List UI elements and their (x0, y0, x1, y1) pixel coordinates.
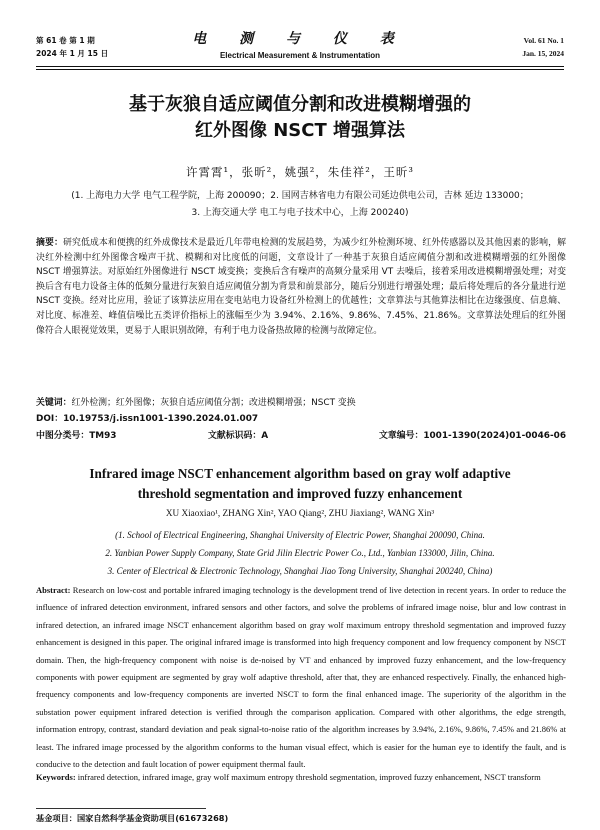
affiliation-en-line2: 2. Yanbian Power Supply Company, State Grid Jilin Electric Power Co., Ltd., Yanbian 133000, Jilin, China. (105, 548, 495, 558)
journal-masthead (0, 28, 600, 60)
date-cn: 2024 年 1 月 15 日 (36, 49, 109, 58)
funding-footnote: 基金项目：国家自然科学基金资助项目(61673268) (36, 813, 229, 823)
title-en-line2: threshold segmentation and improved fuzzy enhancement (137, 486, 463, 501)
keywords-cn (36, 396, 566, 411)
title-en (0, 464, 600, 504)
affiliations-cn (0, 188, 600, 222)
abstract-en-label: Abstract: (36, 585, 71, 595)
journal-name-cn: 电 测 与 仪 表 (192, 31, 408, 47)
classification-row (36, 428, 566, 441)
authors-cn: 许霄霄¹，张昕²，姚强²，朱佳祥²，王昕³ (185, 165, 415, 179)
article-number: 文章编号：1001-1390(2024)01-0046-06 (378, 431, 566, 441)
title-cn-line1: 基于灰狼自适应阈值分割和改进模糊增强的 (129, 94, 471, 115)
affiliation-cn-line2: 3. 上海交通大学 电工与电子技术中心，上海 200240) (191, 208, 409, 218)
affiliation-en-line1: (1. School of Electrical Engineering, Shanghai University of Electric Power, Shanghai 200090, China. (115, 530, 485, 540)
volume-cn: 第 61 卷 第 1 期 (36, 36, 95, 45)
date-en: Jan. 15, 2024 (522, 49, 564, 58)
abstract-cn-label: 摘要： (36, 238, 63, 248)
header-rule-thin (36, 69, 564, 70)
affiliation-en-line3: 3. Center of Electrical & Electronic Technology, Shanghai Jiao Tong University, Shanghai 200240, China) (107, 566, 493, 576)
keywords-en-label: Keywords: (36, 772, 76, 782)
abstract-cn-text: 研究低成本和便携的红外成像技术是最近几年带电检测的发展趋势，为减少红外检测环境、红外传感器以及其他因素的影响，解决红外检测中红外图像含噪声干扰、模糊和对比度低的问题，文章设计了一种基于灰狼自适应阈值分割和改进模糊增强的红外图像 NSCT 增强算法。对原始红外图像进行 NSCT 域变换；变换后含有噪声的高频分量采用 VT 去噪后，接着采用改进模糊增强处理；对变换后含有电力设备主体的低频分量进行灰狼自适应阈值分割为背景和前景部分，随后分别进行增强处理；最后将处理后的各分量进行逆 NSCT 变换。经对比应用，验证了该算法应用在变电站电力设备红外检测上的优越性；文章算法与其他算法相比在边缘强度、信息熵、对比度、标准差、峰值信噪比五类评价指标上的涨幅至少为 3.94%、2.16%、9.86%、7.45%、21.86%。文章算法处理后的红外图像符合人眼视觉效果，更易于人眼识别故障，有利于电力设备热故障的检测与故障定位。 (36, 238, 567, 336)
keywords-cn-label: 关键词： (36, 398, 72, 408)
abstract-cn (36, 236, 566, 338)
affiliations-en (0, 526, 600, 580)
document-code: 文献标识码：A (208, 431, 269, 441)
title-cn (0, 92, 600, 144)
abstract-en-text: Research on low-cost and portable infrared imaging technology is the development trend of live detection in recent years. In order to reduce the influence of infrared detection environment, infrared sensors and other factors, and solve the problems of infrared image noise, blur and low contrast in infrared detection, an infrared image NSCT enhancement algorithm based on gray wolf maximum entropy threshold segmentation and improved fuzzy enhancement is designed in this paper. The original infrared image is transformed into high frequency component and low frequency component by NSCT domain. Then, the high-frequency component with noise is de-noised by VT and enhanced by improved fuzzy enhancement, and the low-frequency components with power equipment are segmented by gray wolf adaptive threshold, after that, they are enhanced respectively. Finally, the enhanced high-frequency components and low-frequency components are inverted NSCT to form the final enhanced image. The superiority of the algorithm in the substation power equipment infrared detection is verified through the comparison application. Compared with other algorithms, the edge strength, information entropy, contrast, standard deviation and peak signal-to-noise ratio of the algorithm increases by 3.94%, 2.16%, 9.86%, 7.45% and 21.86% at least. The infrared image processed by the algorithm conforms to the human visual effect, which is easier for the human eye to identify the fault, and is conducive to the detection and fault location of power equipment thermal fault. (36, 585, 566, 770)
header-rule-thick (36, 66, 564, 67)
volume-en: Vol. 61 No. 1 (523, 36, 564, 45)
keywords-en (36, 769, 566, 786)
affiliation-cn-line1: (1. 上海电力大学 电气工程学院，上海 200090；2. 国网吉林省电力有限公司延边供电公司，吉林 延边 133000； (71, 191, 529, 201)
authors-en: XU Xiaoxiao¹, ZHANG Xin², YAO Qiang², ZHU Jiaxiang², WANG Xin³ (165, 508, 435, 518)
footnote-rule (36, 808, 206, 809)
header-volume-en (522, 34, 564, 60)
title-cn-line2: 红外图像 NSCT 增强算法 (194, 120, 406, 141)
clc-number: 中图分类号：TM93 (36, 431, 117, 441)
keywords-en-text: infrared detection, infrared image, gray wolf maximum entropy threshold segmentation, improved fuzzy enhancement, NSCT transform (75, 772, 541, 782)
doi: DOI：10.19753/j.issn1001-1390.2024.01.007 (36, 414, 259, 424)
journal-name-en: Electrical Measurement & Instrumentation (219, 51, 381, 60)
title-en-line1: Infrared image NSCT enhancement algorithm based on gray wolf adaptive (89, 466, 511, 481)
keywords-cn-text: 红外检测；红外图像；灰狼自适应阈值分割；改进模糊增强；NSCT 变换 (71, 398, 356, 408)
abstract-en (36, 582, 566, 773)
